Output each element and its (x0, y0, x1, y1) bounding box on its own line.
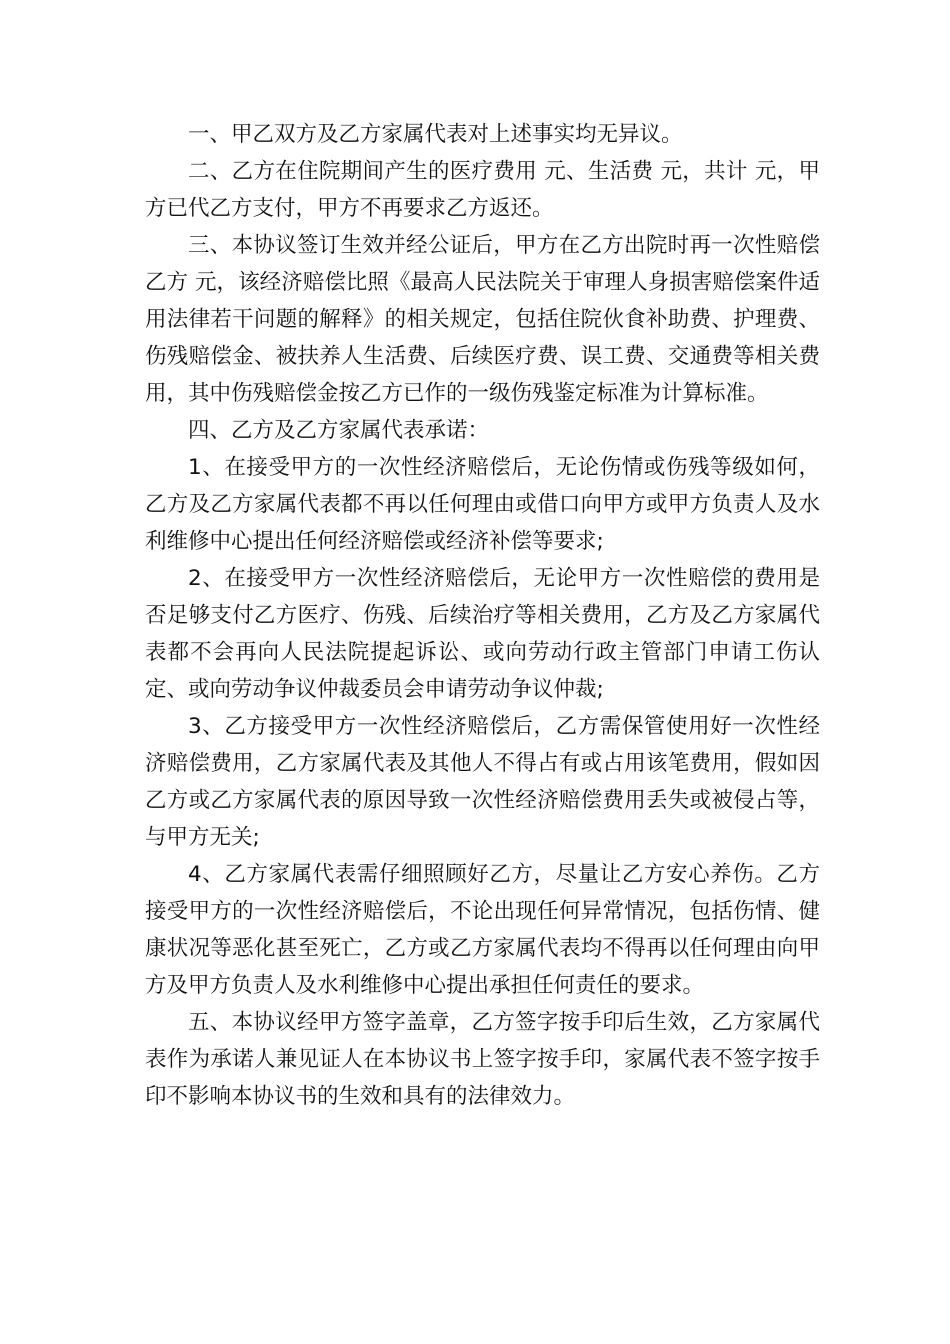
paragraph-7: 3、乙方接受甲方一次性经济赔偿后，乙方需保管使用好一次性经济赔偿费用，乙方家属代表及其他人不得占有或占用该笔费用，假如因乙方或乙方家属代表的原因导致一次性经济赔偿费用丢失或被侵占等，与甲方无关; (145, 714, 820, 850)
paragraph-3: 三、本协议签订生效并经公证后，甲方在乙方出院时再一次性赔偿乙方 元，该经济赔偿比照《最高人民法院关于审理人身损害赔偿案件适用法律若干问题的解释》的相关规定，包括住院伙食补助费、护理费、伤残赔偿金、被扶养人生活费、后续医疗费、误工费、交通费等相关费用，其中伤残赔偿金按乙方已作的一级伤残鉴定标准为计算标准。 (145, 233, 820, 406)
paragraph-6: 2、在接受甲方一次性经济赔偿后，无论甲方一次性赔偿的费用是否足够支付乙方医疗、伤残、后续治疗等相关费用，乙方及乙方家属代表都不会再向人民法院提起诉讼、或向劳动行政主管部门申请工伤认定、或向劳动争议仲裁委员会申请劳动争议仲裁; (145, 566, 820, 702)
document-body (145, 116, 820, 1115)
paragraph-4: 四、乙方及乙方家属代表承诺： (188, 418, 490, 443)
paragraph-8: 4、乙方家属代表需仔细照顾好乙方，尽量让乙方安心养伤。乙方接受甲方的一次性经济赔偿后，不论出现任何异常情况，包括伤情、健康状况等恶化甚至死亡，乙方或乙方家属代表均不得再以任何理由向甲方及甲方负责人及水利维修中心提出承担任何责任的要求。 (145, 862, 820, 998)
paragraph-9: 五、本协议经甲方签字盖章，乙方签字按手印后生效，乙方家属代表作为承诺人兼见证人在本协议书上签字按手印，家属代表不签字按手印不影响本协议书的生效和具有的法律效力。 (145, 1010, 820, 1109)
paragraph-2: 二、乙方在住院期间产生的医疗费用 元、生活费 元，共计 元，甲方已代乙方支付，甲方不再要求乙方返还。 (145, 159, 820, 221)
paragraph-5: 1、在接受甲方的一次性经济赔偿后，无论伤情或伤残等级如何，乙方及乙方家属代表都不再以任何理由或借口向甲方或甲方负责人及水利维修中心提出任何经济赔偿或经济补偿等要求; (145, 455, 820, 554)
paragraph-1: 一、甲乙双方及乙方家属代表对上述事实均无异议。 (188, 122, 683, 147)
